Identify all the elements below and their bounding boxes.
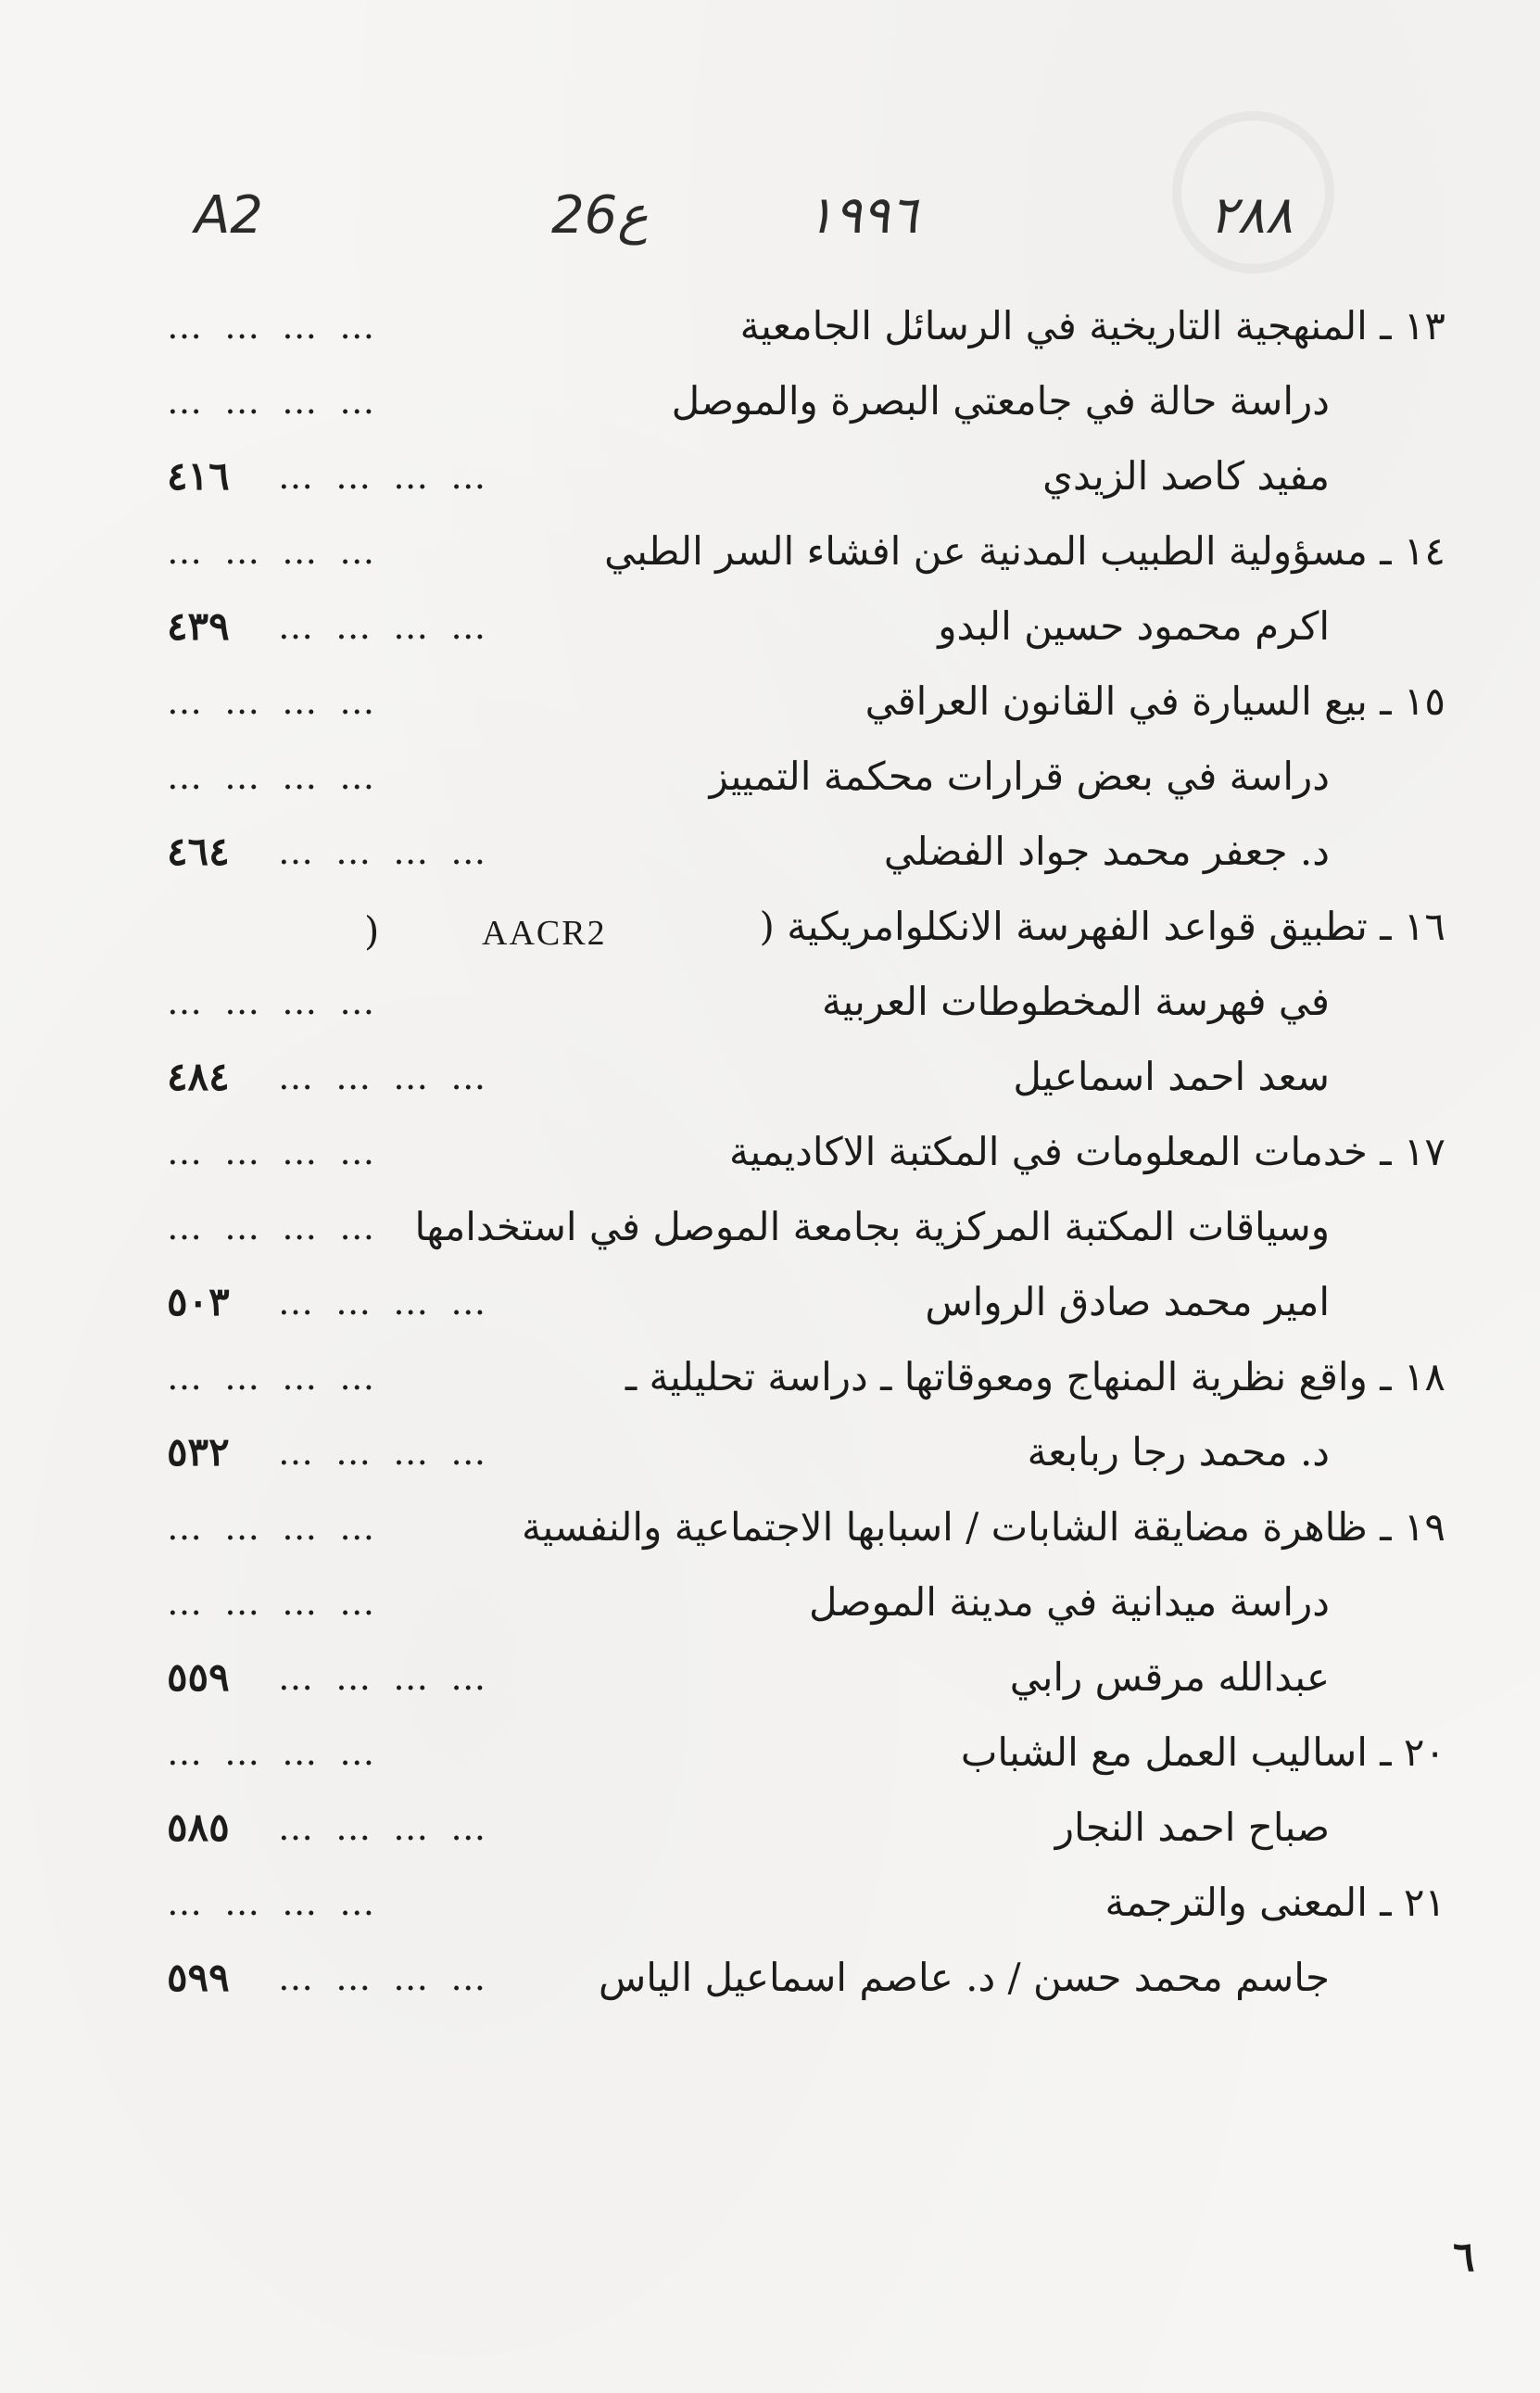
entry-subtitle: دراسة حالة في جامعتي البصرة والموصل — [671, 378, 1330, 424]
dot-leader: … … … … — [167, 1207, 381, 1247]
toc-entry-line — [167, 1122, 1445, 1182]
entry-title: ٢٠ ـ اساليب العمل مع الشباب — [960, 1729, 1445, 1775]
entry-page-number: ٤٣٩ — [167, 603, 230, 649]
dot-leader: … … … … — [167, 756, 381, 797]
toc-entry-line — [167, 1272, 1445, 1332]
entry-page-number: ٥٣٢ — [167, 1429, 230, 1475]
entry-page-number: ٥٨٥ — [167, 1804, 230, 1850]
entry-title: ١٨ ـ واقع نظرية المنهاج ومعوقاتها ـ دراسة تحليلية ـ — [625, 1354, 1445, 1399]
entry-author: د. محمد رجا ربابعة — [1027, 1429, 1330, 1475]
toc-entry-line — [167, 1348, 1445, 1407]
toc-entry-line — [167, 747, 1445, 806]
entry-title: ١٩ ـ ظاهرة مضايقة الشابات / اسبابها الاجتماعية والنفسية — [522, 1504, 1445, 1550]
dot-leader: … … … … — [167, 681, 381, 722]
entry-title: ١٥ ـ بيع السيارة في القانون العراقي — [865, 678, 1445, 724]
dot-leader: … … … … — [167, 1582, 381, 1623]
toc-entry-line — [167, 1648, 1445, 1707]
entry-page-number: ٥٥٩ — [167, 1654, 230, 1700]
entry-page-number: ٤٨٤ — [167, 1054, 230, 1099]
handwritten-note-year: ١٩٩٦ — [806, 185, 918, 246]
dot-leader: … … … … — [278, 1657, 492, 1698]
entry-page-number: ٤٦٤ — [167, 829, 230, 874]
dot-leader: … … … … — [167, 306, 381, 347]
toc-entry-line — [167, 822, 1445, 881]
handwritten-note-left: A2 — [195, 185, 263, 246]
toc-entry-line — [167, 1423, 1445, 1482]
entry-title: ١٦ ـ تطبيق قواعد الفهرسة الانكلوامريكية ( — [759, 904, 1445, 949]
entry-title: ٢١ ـ المعنى والترجمة — [1105, 1880, 1445, 1925]
entry-title: ١٣ ـ المنهجية التاريخية في الرسائل الجامعية — [739, 303, 1445, 348]
entry-author: سعد احمد اسماعيل — [1013, 1054, 1330, 1099]
entry-subtitle: دراسة ميدانية في مدينة الموصل — [809, 1579, 1330, 1625]
entry-title: ١٤ ـ مسؤولية الطبيب المدنية عن افشاء السر الطبي — [604, 528, 1445, 574]
entry-subtitle: في فهرسة المخطوطات العربية — [821, 979, 1330, 1024]
dot-leader: … … … … — [167, 1132, 381, 1172]
dot-leader: … … … … — [278, 606, 492, 647]
dot-leader: … … … … — [167, 1732, 381, 1773]
entry-author: جاسم محمد حسن / د. عاصم اسماعيل الياس — [598, 1955, 1330, 2000]
entry-title: ١٧ ـ خدمات المعلومات في المكتبة الاكاديمية — [729, 1129, 1445, 1174]
toc-entry-line — [167, 1047, 1445, 1107]
toc-entry-line — [167, 447, 1445, 506]
entry-subtitle: دراسة في بعض قرارات محكمة التمييز — [709, 753, 1330, 799]
handwritten-note-right: ٢٨٨ — [1209, 185, 1294, 246]
entry-author: اكرم محمود حسين البدو — [938, 603, 1330, 649]
entry-author: عبدالله مرقس رابي — [1009, 1654, 1330, 1700]
entry-page-number: ٥٠٣ — [167, 1279, 230, 1324]
dot-leader: … … … … — [167, 1882, 381, 1923]
aacr2-label: AACR2 — [482, 914, 607, 953]
entry-page-number: ٤١٦ — [167, 453, 230, 499]
entry-subtitle: وسياقات المكتبة المركزية بجامعة الموصل في استخدامها — [414, 1204, 1330, 1249]
dot-leader: … … … … — [167, 531, 381, 572]
toc-entry-line — [167, 372, 1445, 431]
entry-author: د. جعفر محمد جواد الفضلي — [883, 829, 1330, 874]
entry-author: امير محمد صادق الرواس — [925, 1279, 1330, 1324]
dot-leader: … … … … — [278, 1957, 492, 1998]
toc-entry-line — [167, 1798, 1445, 1857]
entry-page-number: ٥٩٩ — [167, 1955, 230, 2000]
toc-entry-line — [167, 897, 1445, 956]
dot-leader: … … … … — [167, 1507, 381, 1548]
dot-leader: … … … … — [278, 1057, 492, 1097]
dot-leader: … … … … — [278, 1807, 492, 1848]
dot-leader: … … … … — [278, 1282, 492, 1323]
toc-entry-line — [167, 522, 1445, 581]
toc-entry-line — [167, 1723, 1445, 1782]
dot-leader: … … … … — [278, 831, 492, 872]
toc-entry-line — [167, 1873, 1445, 1932]
toc-entry-line — [167, 1197, 1445, 1257]
dot-leader: … … … … — [167, 1357, 381, 1398]
dot-leader: … … … … — [167, 381, 381, 422]
toc-entry-line — [167, 972, 1445, 1032]
dot-leader: … … … … — [278, 456, 492, 497]
toc-entry-line — [167, 672, 1445, 731]
closing-paren: ) — [364, 908, 380, 954]
dot-leader: … … … … — [278, 1432, 492, 1473]
toc-entry-line — [167, 1498, 1445, 1557]
handwritten-note-issue: 26ع — [551, 185, 649, 246]
toc-entry-line — [167, 1573, 1445, 1632]
entry-author: صباح احمد النجار — [1054, 1804, 1330, 1850]
dot-leader: … … … … — [167, 981, 381, 1022]
toc-entry-line — [167, 597, 1445, 656]
toc-entry-line — [167, 297, 1445, 356]
toc-entry-line — [167, 1948, 1445, 2007]
entry-author: مفيد كاصد الزيدي — [1042, 453, 1330, 499]
page-number: ٦ — [1453, 2234, 1475, 2281]
